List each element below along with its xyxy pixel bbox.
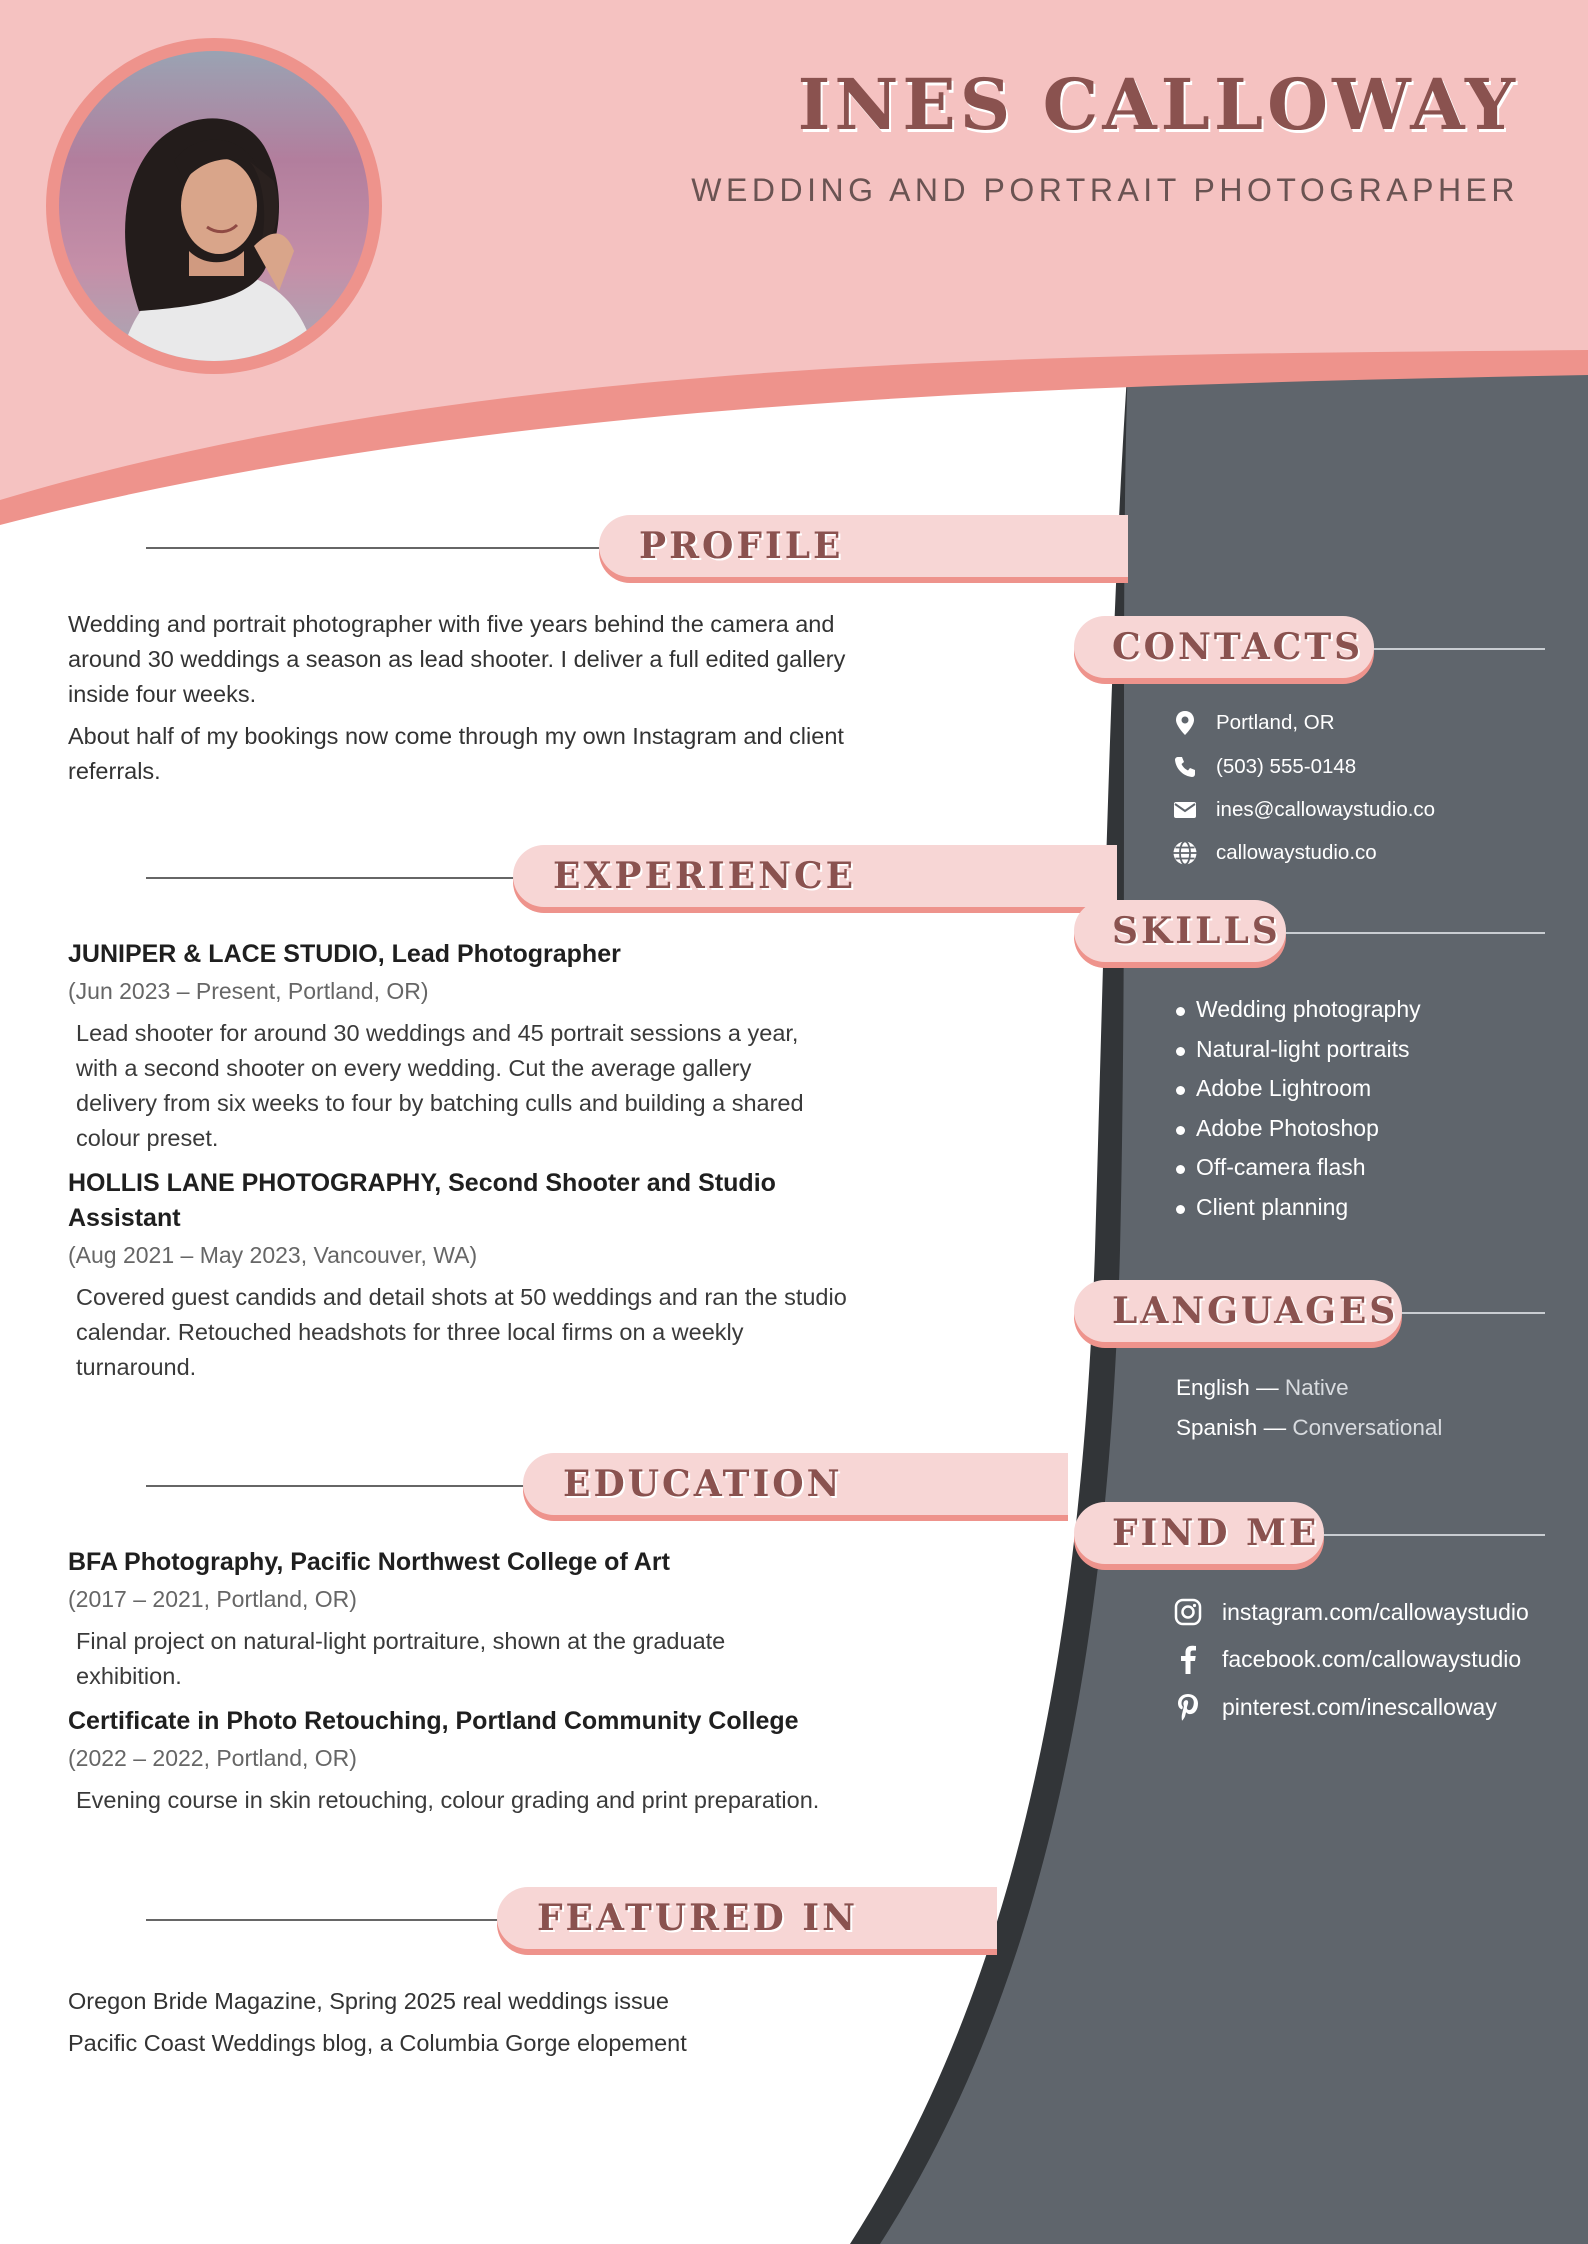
- contact-website[interactable]: [1170, 838, 1377, 868]
- social-instagram[interactable]: [1170, 1594, 1529, 1630]
- profile-photo: [46, 38, 382, 374]
- skill-item: Natural-light portraits: [1172, 1030, 1421, 1070]
- featured-item: Oregon Bride Magazine, Spring 2025 real weddings issue: [68, 1988, 669, 2014]
- experience-entry-description: Lead shooter for around 30 weddings and 45 portrait sessions a year, with a second shooter on every wedding. Cut the average gallery delivery from six weeks to four by batching culls and building a shared colour preset.: [76, 1020, 804, 1151]
- experience-entry-title: HOLLIS LANE PHOTOGRAPHY, Second Shooter and Studio Assistant: [68, 1169, 776, 1232]
- education-entry-description: Final project on natural-light portraiture, shown at the graduate exhibition.: [76, 1628, 726, 1689]
- globe-icon: [1170, 838, 1200, 868]
- contact-location: [1170, 708, 1335, 738]
- language-name: English: [1176, 1375, 1250, 1400]
- featured-heading-rule: [146, 1919, 506, 1921]
- experience-entry-description: Covered guest candids and detail shots at 50 weddings and ran the studio calendar. Retouched headshots for three local firms on a weekly turnaround.: [76, 1284, 847, 1380]
- education-entry-dates: (2017 – 2021, Portland, OR): [68, 1586, 357, 1612]
- education-entry-title: Certificate in Photo Retouching, Portland Community College: [68, 1707, 799, 1735]
- pinterest-icon: [1170, 1689, 1206, 1725]
- skill-item: Off-camera flash: [1172, 1148, 1421, 1188]
- contact-phone[interactable]: [1170, 752, 1356, 782]
- experience-heading-rule: [146, 877, 522, 879]
- social-pinterest-link[interactable]: pinterest.com/inescalloway: [1222, 1693, 1497, 1720]
- skills-heading: SKILLS: [1074, 900, 1286, 962]
- experience-entry-dates: (Aug 2021 – May 2023, Vancouver, WA): [68, 1242, 478, 1268]
- location-pin-icon: [1170, 708, 1200, 738]
- education-section: [68, 1545, 868, 1818]
- languages-heading: LANGUAGES: [1074, 1280, 1402, 1342]
- profile-heading-rule: [146, 547, 608, 549]
- featured-heading: FEATURED IN: [497, 1887, 997, 1949]
- candidate-job-title: WEDDING AND PORTRAIT PHOTOGRAPHER: [691, 172, 1519, 208]
- language-name: Spanish: [1176, 1415, 1258, 1440]
- skills-list: [1172, 990, 1421, 1228]
- contacts-heading-rule: [1360, 648, 1545, 650]
- findme-heading: FIND ME: [1074, 1502, 1324, 1564]
- contacts-heading: CONTACTS: [1074, 616, 1374, 678]
- experience-entry-title: JUNIPER & LACE STUDIO, Lead Photographer: [68, 940, 621, 968]
- profile-paragraph: Wedding and portrait photographer with five years behind the camera and around 30 weddings a season as lead shooter. I deliver a full edited gallery inside four weeks.: [68, 611, 846, 707]
- skills-heading-rule: [1280, 932, 1545, 934]
- social-facebook[interactable]: [1170, 1641, 1521, 1677]
- contact-email-text[interactable]: ines@callowaystudio.co: [1216, 798, 1436, 821]
- social-facebook-link[interactable]: facebook.com/callowaystudio: [1222, 1645, 1522, 1672]
- experience-section: [68, 937, 868, 1385]
- skill-item: Adobe Lightroom: [1172, 1069, 1421, 1109]
- mail-icon: [1170, 795, 1200, 825]
- language-row: [1176, 1415, 1442, 1441]
- profile-paragraph: About half of my bookings now come through my own Instagram and client referrals.: [68, 723, 844, 784]
- education-heading: EDUCATION: [523, 1453, 1068, 1515]
- featured-item: Pacific Coast Weddings blog, a Columbia Gorge elopement: [68, 2030, 687, 2056]
- contact-phone-text[interactable]: (503) 555-0148: [1216, 755, 1357, 778]
- language-level: Conversational: [1292, 1415, 1443, 1440]
- language-separator: —: [1263, 1415, 1293, 1440]
- profile-section: [68, 607, 868, 789]
- instagram-icon: [1170, 1594, 1206, 1630]
- language-separator: —: [1256, 1375, 1285, 1400]
- social-instagram-link[interactable]: instagram.com/callowaystudio: [1222, 1598, 1529, 1625]
- phone-icon: [1170, 752, 1200, 782]
- language-row: [1176, 1375, 1349, 1401]
- education-heading-rule: [146, 1485, 532, 1487]
- contact-website-text[interactable]: callowaystudio.co: [1216, 841, 1377, 864]
- social-pinterest[interactable]: [1170, 1689, 1497, 1725]
- languages-heading-rule: [1390, 1312, 1545, 1314]
- experience-heading: EXPERIENCE: [513, 845, 1117, 907]
- skill-item: Adobe Photoshop: [1172, 1109, 1421, 1149]
- education-entry-description: Evening course in skin retouching, colour grading and print preparation.: [76, 1787, 820, 1813]
- facebook-icon: [1170, 1641, 1206, 1677]
- contact-email[interactable]: [1170, 795, 1435, 825]
- candidate-name: INES CALLOWAY: [797, 63, 1519, 146]
- featured-section: [68, 1980, 868, 2064]
- contact-location-text: Portland, OR: [1216, 711, 1335, 734]
- language-level: Native: [1284, 1375, 1349, 1400]
- findme-heading-rule: [1320, 1534, 1545, 1536]
- education-entry-dates: (2022 – 2022, Portland, OR): [68, 1745, 357, 1771]
- education-entry-title: BFA Photography, Pacific Northwest College of Art: [68, 1548, 670, 1576]
- experience-entry-dates: (Jun 2023 – Present, Portland, OR): [68, 978, 429, 1004]
- profile-heading: PROFILE: [599, 515, 1128, 577]
- skill-item: Client planning: [1172, 1188, 1421, 1228]
- skill-item: Wedding photography: [1172, 990, 1421, 1030]
